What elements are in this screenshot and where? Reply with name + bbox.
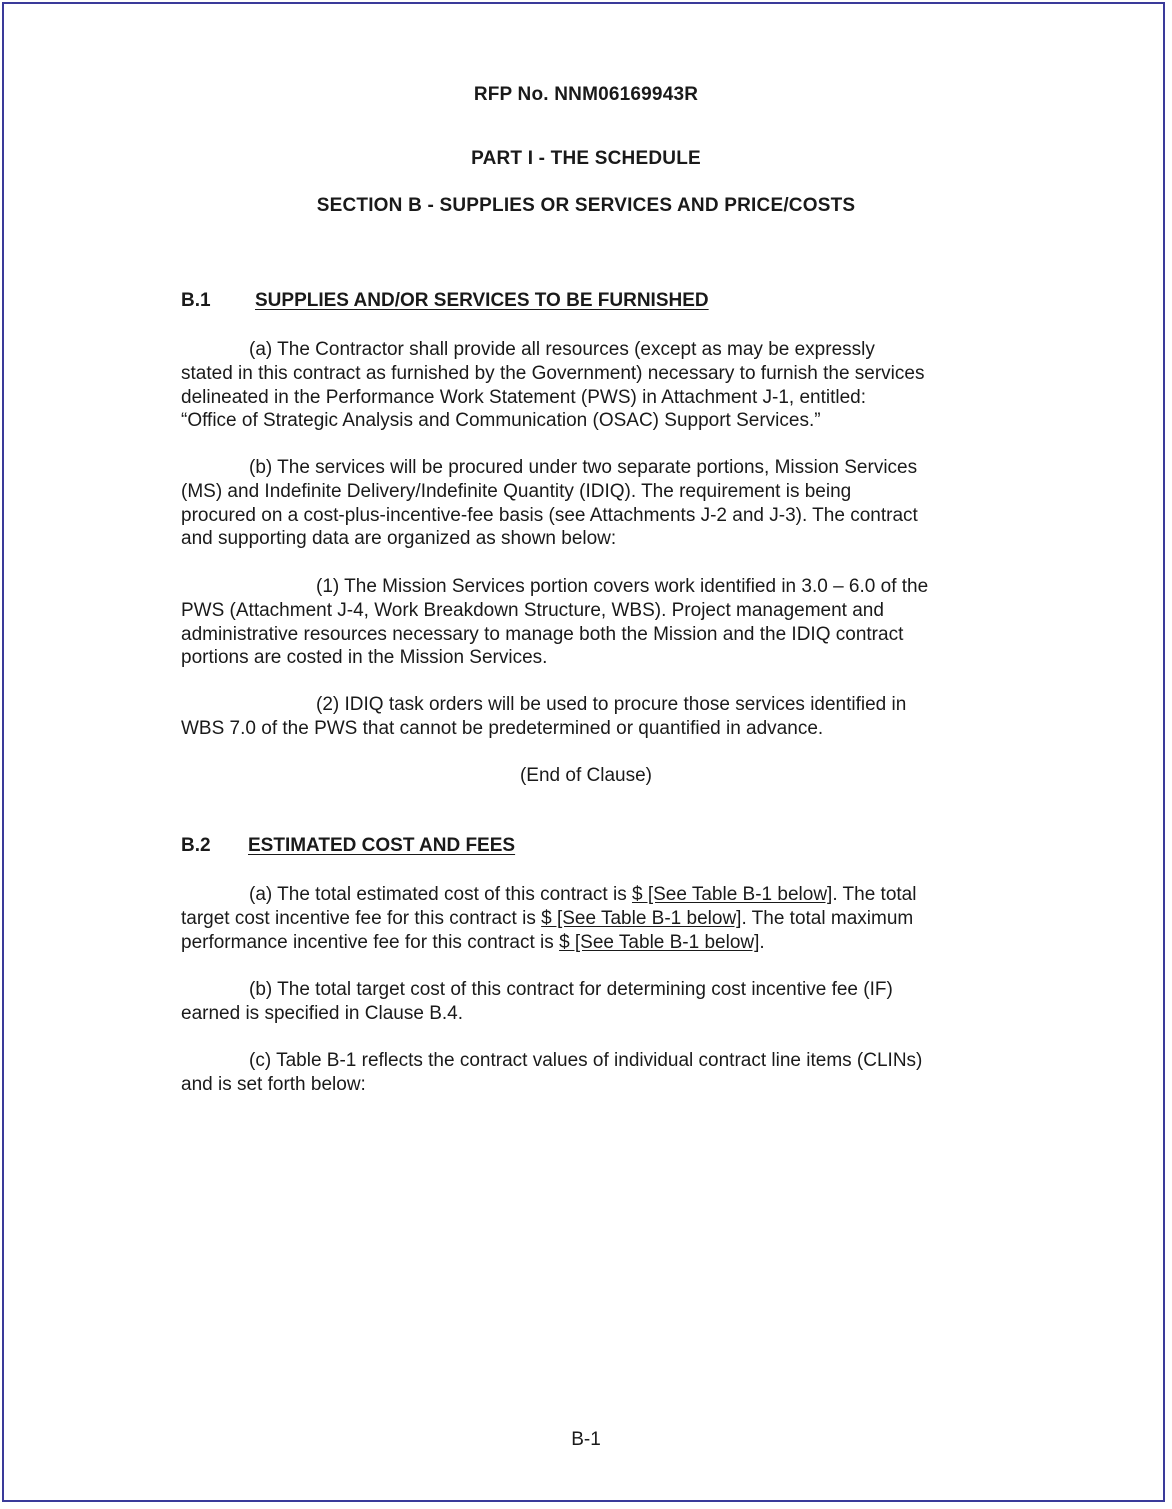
b1-paragraph-a <box>181 338 989 433</box>
paragraph-line: PWS (Attachment J-4, Work Breakdown Structure, WBS). Project management and <box>181 599 884 621</box>
paragraph-line: (b) The services will be procured under two separate portions, Mission Services <box>249 457 918 478</box>
part-title: PART I - THE SCHEDULE <box>471 148 701 169</box>
text: . <box>759 931 765 953</box>
text: . The total <box>832 884 917 905</box>
paragraph-line: (b) The total target cost of this contract for determining cost incentive fee (IF) <box>249 979 893 1000</box>
b1-paragraph-b1 <box>181 575 989 670</box>
page-number: B-1 <box>571 1429 601 1450</box>
b2-paragraph-a <box>181 883 989 954</box>
b1-paragraph-b <box>181 456 989 551</box>
text: . The total maximum <box>741 907 914 929</box>
paragraph-line: earned is specified in Clause B.4. <box>181 1002 463 1024</box>
clause-b1-title: SUPPLIES AND/OR SERVICES TO BE FURNISHED <box>255 290 709 311</box>
table-reference: $ [See Table B-1 below] <box>631 884 833 905</box>
paragraph-line: procured on a cost-plus-incentive-fee basis (see Attachments J-2 and J-3). The contract <box>181 504 918 526</box>
clause-b1-heading <box>181 290 709 312</box>
paragraph-line <box>181 931 989 955</box>
paragraph-line: administrative resources necessary to manage both the Mission and the IDIQ contract <box>181 623 904 645</box>
paragraph-line: portions are costed in the Mission Services. <box>181 647 548 669</box>
table-reference: $ [See Table B-1 below] <box>541 907 742 929</box>
clause-b2-heading <box>181 835 515 857</box>
paragraph-line: (c) Table B-1 reflects the contract values of individual contract line items (CLINs) <box>249 1050 923 1071</box>
paragraph-line: and supporting data are organized as shown below: <box>181 528 617 550</box>
text: target cost incentive fee for this contract is <box>181 907 542 929</box>
page-border <box>2 2 1165 1502</box>
clause-b1-number: B.1 <box>181 290 211 311</box>
paragraph-line: (MS) and Indefinite Delivery/Indefinite Quantity (IDIQ). The requirement is being <box>181 480 852 502</box>
b2-paragraph-b <box>181 978 989 1026</box>
paragraph-line: (a) The Contractor shall provide all resources (except as may be expressly <box>249 339 875 360</box>
text: (a) The total estimated cost of this contract is <box>249 884 632 905</box>
paragraph-line <box>181 907 989 931</box>
section-title: SECTION B - SUPPLIES OR SERVICES AND PRICE/COSTS <box>316 195 856 216</box>
text: performance incentive fee for this contract is <box>181 931 560 953</box>
paragraph-line: and is set forth below: <box>181 1073 366 1095</box>
paragraph-line: WBS 7.0 of the PWS that cannot be predetermined or quantified in advance. <box>181 717 824 739</box>
clause-b2-title: ESTIMATED COST AND FEES <box>248 835 516 856</box>
paragraph-line: (1) The Mission Services portion covers work identified in 3.0 – 6.0 of the <box>316 576 929 597</box>
b2-paragraph-c <box>181 1049 989 1097</box>
paragraph-line <box>181 883 989 907</box>
b1-paragraph-b2 <box>181 693 989 741</box>
paragraph-line: (2) IDIQ task orders will be used to procure those services identified in <box>316 694 907 715</box>
paragraph-line: stated in this contract as furnished by the Government) necessary to furnish the services <box>181 362 925 384</box>
rfp-number: RFP No. NNM06169943R <box>473 84 699 105</box>
paragraph-line: delineated in the Performance Work Statement (PWS) in Attachment J-1, entitled: <box>181 386 867 408</box>
end-of-clause: (End of Clause) <box>519 765 652 786</box>
table-reference: $ [See Table B-1 below] <box>559 931 760 953</box>
clause-b2-number: B.2 <box>181 835 211 856</box>
paragraph-line: “Office of Strategic Analysis and Communication (OSAC) Support Services.” <box>181 410 821 432</box>
